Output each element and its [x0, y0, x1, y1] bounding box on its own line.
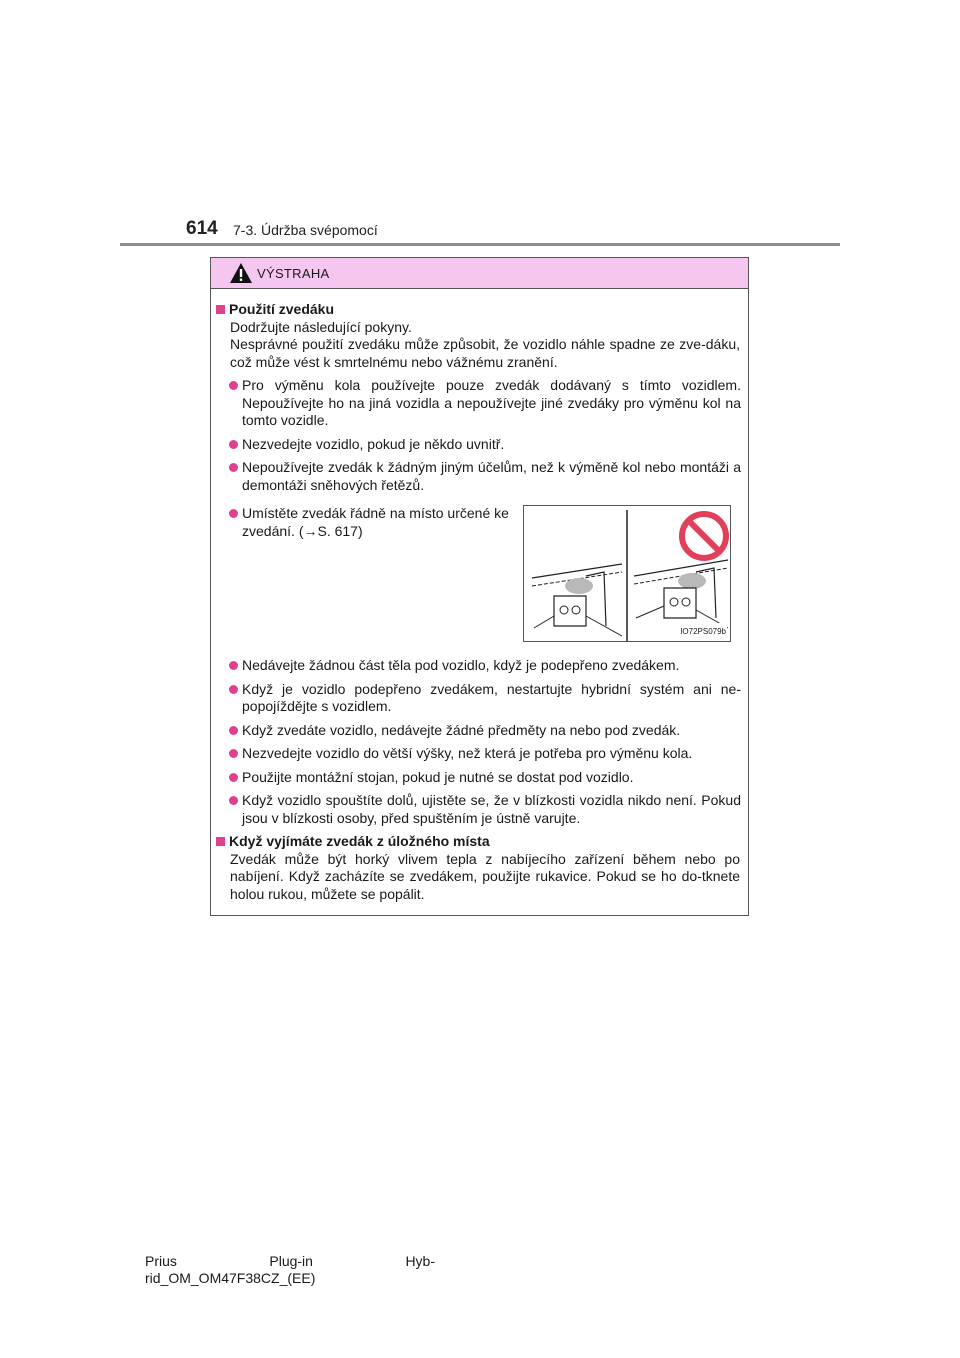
list-item: [211, 722, 748, 740]
intro-line: Dodržujte následující pokyny.: [230, 318, 412, 335]
section-heading-jack-use: [211, 301, 748, 319]
round-bullet-icon: [229, 509, 238, 518]
figure-code: IO72PS079b: [679, 623, 727, 641]
figure-row: [211, 505, 748, 651]
list-item-text: Když zvedáte vozidlo, nedávejte žádné předměty na nebo pod zvedák.: [242, 721, 681, 738]
section-heading-jack-removal: [211, 833, 748, 851]
footer-word: Plug-in: [269, 1253, 313, 1269]
warning-triangle-icon: [229, 262, 253, 284]
correct-placement-drawing: [532, 564, 622, 636]
list-item-text: Když vozidlo spouštíte dolů, ujistěte se, že v blízkosti vozidla nikdo není. Pokud jsou v blízkosti osoby, před spuštěním je ústně varujte.: [242, 792, 741, 826]
list-item: [211, 769, 748, 787]
list-item: [211, 377, 748, 430]
list-item: [211, 792, 748, 827]
list-item: [211, 657, 748, 675]
warning-content: [211, 289, 748, 903]
incorrect-placement-drawing: [634, 560, 728, 628]
section-heading-text: Použití zvedáku: [229, 301, 335, 317]
list-item-text: Použijte montážní stojan, pokud je nutné se dostat pod vozidlo.: [242, 768, 634, 785]
prohibited-icon: [682, 514, 726, 558]
list-item-text: Nedávejte žádnou část těla pod vozidlo, když je podepřeno zvedákem.: [242, 657, 680, 673]
list-item: [211, 505, 519, 540]
list-item-text: Nepoužívejte zvedák k žádným jiným účelům, než k výměně kol nebo montáži a demontáži sněhových řetězů.: [242, 459, 741, 493]
footer: [145, 1253, 435, 1287]
list-item: [211, 745, 748, 763]
list-item-text: Pro výměnu kola používejte pouze zvedák dodávaný s tímto vozidlem. Nepoužívejte ho na jiná vozidla a nepoužívejte jiné zvedáky pro výměnu kol na tomto vozidle.: [242, 377, 741, 428]
warning-box: [210, 257, 749, 916]
footer-line-2: rid_OM_OM47F38CZ_(EE): [145, 1270, 316, 1286]
round-bullet-icon: [229, 773, 238, 782]
header-rule: [120, 243, 840, 246]
list-item: [211, 681, 748, 716]
list-item-text: Nezvedejte vozidlo, pokud je někdo uvnitř.: [242, 435, 505, 452]
section-paragraph: Zvedák může být horký vlivem tepla z nabíjecího zařízení během nebo po nabíjení. Když zacházíte se zvedákem, použijte rukavice. Pokud se ho do-tknete holou rukou, můžete se popálit.: [230, 850, 740, 902]
round-bullet-icon: [229, 463, 238, 472]
round-bullet-icon: [229, 440, 238, 449]
jack-placement-figure: [523, 505, 731, 642]
round-bullet-icon: [229, 796, 238, 805]
section-heading-text: Když vyjímáte zvedák z úložného místa: [229, 833, 490, 849]
footer-word: Prius: [145, 1253, 177, 1269]
round-bullet-icon: [229, 661, 238, 670]
round-bullet-icon: [229, 685, 238, 694]
footer-line-1: [145, 1253, 435, 1270]
intro-paragraph: Nesprávné použití zvedáku může způsobit, že vozidlo náhle spadne ze zve-dáku, což může vést k smrtelnému nebo vážnému zranění.: [230, 336, 740, 370]
round-bullet-icon: [229, 726, 238, 735]
square-bullet-icon: [216, 305, 225, 314]
footer-word: Hyb-: [405, 1253, 435, 1269]
page-number: 614: [186, 218, 218, 239]
list-item: [211, 459, 748, 494]
list-item-text: Když je vozidlo podepřeno zvedákem, nestartujte hybridní systém ani ne-popojíždějte s vozidlem.: [242, 680, 741, 714]
round-bullet-icon: [229, 381, 238, 390]
warning-header: [211, 258, 748, 289]
list-item-text: Nezvedejte vozidlo do větší výšky, než která je potřeba pro výměnu kola.: [242, 745, 693, 761]
list-item: [211, 436, 748, 454]
jack-placement-illustration: [524, 506, 730, 641]
square-bullet-icon: [216, 837, 225, 846]
round-bullet-icon: [229, 749, 238, 758]
warning-label: VÝSTRAHA: [257, 265, 330, 281]
section-title: 7-3. Údržba svépomocí: [233, 222, 378, 238]
list-item-text: Umístěte zvedák řádně na místo určené ke zvedání. (→S. 617): [242, 505, 509, 539]
